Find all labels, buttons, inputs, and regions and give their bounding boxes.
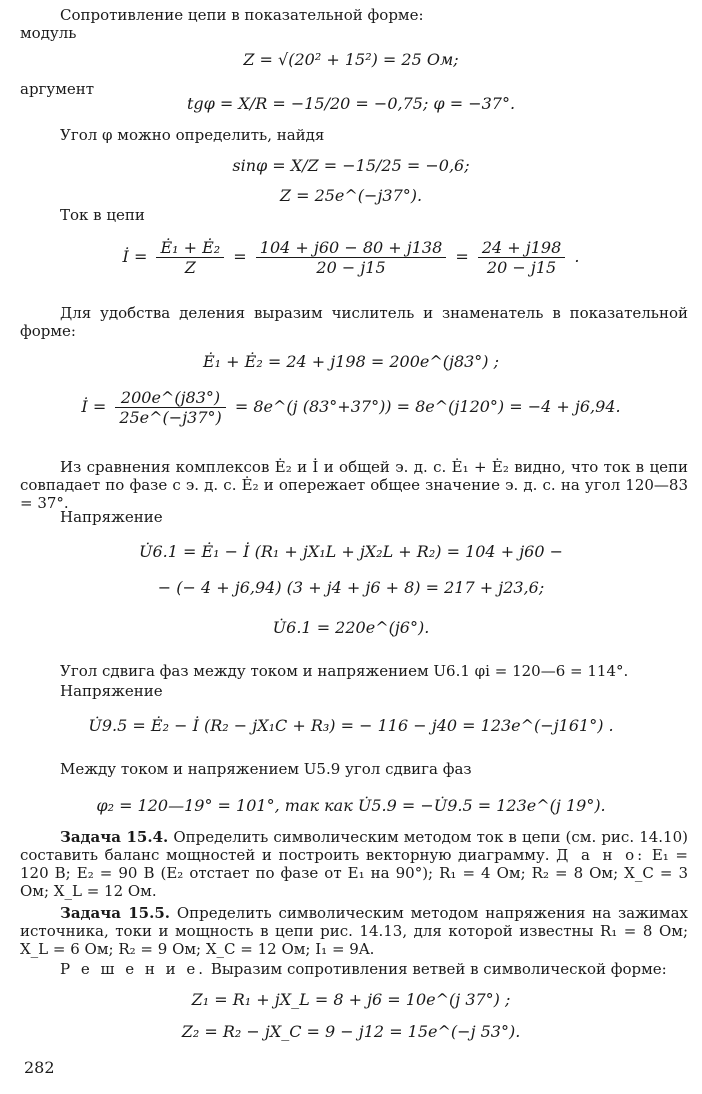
equation: U̇9.5 = Ė₂ − İ (R₂ − jX₁C + R₃) = − 116 − j40 = 123e^(−j161°) .	[88, 716, 614, 735]
solution-label: Р е ш е н и е.	[60, 960, 207, 978]
text-line: Ток в цепи	[60, 206, 145, 224]
equation: Z₂ = R₂ − jX_C = 9 − j12 = 15e^(−j 53°).	[181, 1022, 521, 1041]
page-number: 282	[24, 1058, 55, 1077]
equation: − (− 4 + j6,94) (3 + j4 + j6 + 8) = 217 + j23,6;	[157, 578, 545, 597]
equation: Z = 25e^(−j37°).	[279, 186, 423, 205]
fraction	[478, 238, 565, 277]
fraction-numerator: 200e^(j83°)	[115, 388, 225, 408]
paragraph: Для удобства деления выразим числитель и знаменатель в показательной форме:	[20, 304, 688, 340]
eq-rhs: = 8e^(j (83°+37°)) = 8e^(j120°) = −4 + j6,94.	[234, 397, 621, 417]
solution-text: Выразим сопротивления ветвей в символической форме:	[210, 960, 667, 978]
fraction-denominator: 20 − j15	[316, 258, 386, 278]
eq-sign: =	[233, 247, 247, 267]
text-line: Угол φ можно определить, найдя	[60, 126, 325, 144]
equation: φ₂ = 120—19° = 101°, так как U̇5.9 = −U̇9.5 = 123e^(j 19°).	[96, 796, 606, 815]
equation: sinφ = X/Z = −15/25 = −0,6;	[232, 156, 470, 175]
fraction-denominator: 25e^(−j37°)	[119, 408, 222, 428]
fraction	[156, 238, 224, 277]
task-data: E₁ = 120 В; E₂ = 90 В (E₂ отстает по фазе от E₁ на 90°); R₁ = 4 Ом; R₂ = 8 Ом; X_C = 3 Ом; X_L = 12 Ом.	[20, 846, 688, 900]
eq-sign: =	[455, 247, 469, 267]
fraction	[115, 388, 225, 427]
eq-lhs: İ =	[122, 247, 148, 267]
task-title: Задача 15.5.	[60, 904, 170, 922]
task-paragraph	[20, 904, 688, 958]
equation: tgφ = X/R = −15/20 = −0,75; φ = −37°.	[186, 94, 516, 113]
equation: U̇6.1 = 220e^(j6°).	[272, 618, 430, 637]
text-line: аргумент	[20, 80, 95, 98]
equation: Z₁ = R₁ + jX_L = 8 + j6 = 10e^(j 37°) ;	[191, 990, 511, 1009]
task-text: Определить символическим методом напряжения на зажимах источника, токи и мощность в цепи рис. 14.13, для которой известны R₁ = 8 Ом; X_L = 6 Ом; R₂ = 9 Ом; X_C = 12 Ом; I₁ = 9A.	[20, 904, 688, 958]
text-line: Сопротивление цепи в показательной форме:	[60, 6, 424, 24]
fraction-denominator: Z	[184, 258, 196, 278]
equation: Ė₁ + Ė₂ = 24 + j198 = 200e^(j83°) ;	[202, 352, 500, 371]
equation-fraction-current-exp	[0, 388, 702, 427]
paragraph: Из сравнения комплексов Ė₂ и İ и общей э. д. с. Ė₁ + Ė₂ видно, что ток в цепи совпадает по фазе с э. д. с. Ė₂ и опережает общее значение э. д. с. на угол 120—83 = 37°.	[20, 458, 688, 512]
fraction-numerator: 104 + j60 − 80 + j138	[256, 238, 446, 258]
text-line: Напряжение	[60, 682, 163, 700]
equation: U̇6.1 = Ė₁ − İ (R₁ + jX₁L + jX₂L + R₂) = 104 + j60 −	[138, 542, 563, 561]
text-line: Между током и напряжением U5.9 угол сдвига фаз	[60, 760, 472, 778]
equation: Z = √(20² + 15²) = 25 Ом;	[243, 50, 459, 69]
task-text: Определить символическим методом ток в цепи (см. рис. 14.10) составить баланс мощностей и построить векторную диаграмму.	[20, 828, 688, 864]
task-given-label: Д а н о:	[556, 846, 646, 864]
task-paragraph	[20, 828, 688, 900]
fraction-numerator: 24 + j198	[478, 238, 565, 258]
task-title: Задача 15.4.	[60, 828, 169, 846]
fraction	[256, 238, 446, 277]
text-line: модуль	[20, 24, 77, 42]
fraction-numerator: Ė₁ + Ė₂	[156, 238, 224, 258]
fraction-denominator: 20 − j15	[486, 258, 557, 278]
eq-end: .	[574, 247, 580, 267]
eq-lhs: İ =	[81, 397, 107, 417]
equation-fraction-current	[0, 238, 702, 277]
solution-line	[60, 960, 688, 978]
text-line: Угол сдвига фаз между током и напряжением U6.1 φi = 120—6 = 114°.	[60, 662, 629, 680]
text-line: Напряжение	[60, 508, 163, 526]
